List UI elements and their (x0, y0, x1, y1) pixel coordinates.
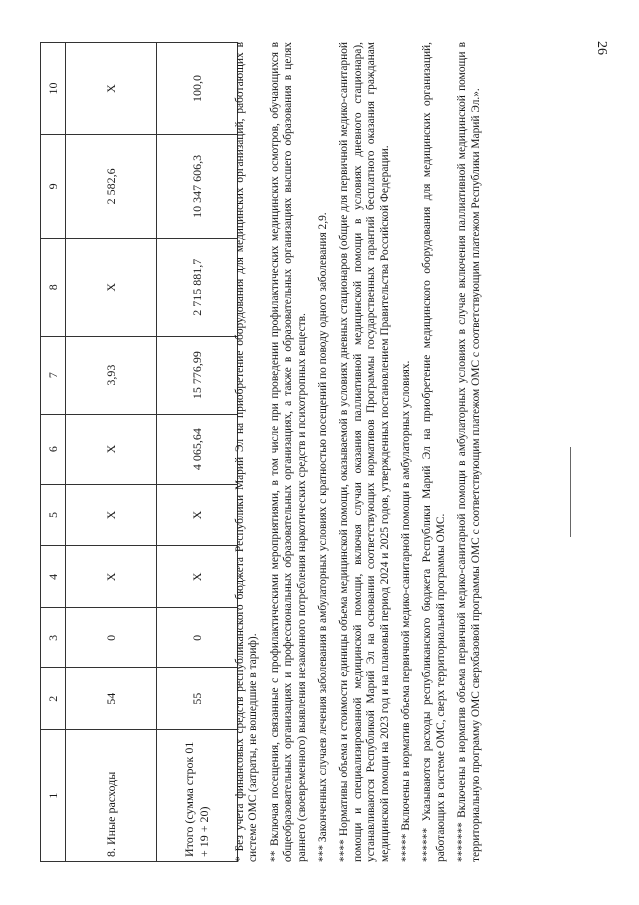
footnote: ** Включая посещения, связанные с профилактическими мероприятиями, в том числе при проведении профилактических медицинских осмотров, обучающихся в общеобразовательных организациях и профессиональных образовательных организациях, а также в образовательных организациях высшего образования в целях раннего (своевременного) выявления незаконного потребления наркотических средств и психотропных веществ. (268, 42, 308, 862)
table-cell: 2 715 881,7 (157, 238, 238, 336)
footnote: **** Нормативы объема и стоимости единицы объема медицинской помощи, оказываемой в условиях дневных стационаров (общие для первичной медико-санитарной помощи и специализированной медицинской помощи, включая случаи оказания паллиативной медицинской помощи в условиях дневного стационара), устанавливаются Республикой Марий Эл на основании соответствующих нормативов Программы государственных гарантий бесплатного оказания гражданам медицинской помощи на 2023 год и на плановый период 2024 и 2025 годов, утвержденных постановлением Правительства Российской Федерации. (338, 42, 391, 862)
table-cell: 3,93 (66, 336, 157, 414)
table-cell: Х (157, 484, 238, 546)
table-cell: 0 (66, 608, 157, 668)
column-header: 4 (41, 546, 66, 608)
footnotes (234, 42, 491, 862)
table-cell: Х (157, 546, 238, 608)
table-cell: 4 065,64 (157, 414, 238, 484)
column-header: 9 (41, 134, 66, 238)
page-number: 26 (594, 41, 609, 55)
table-cell: 15 776,99 (157, 336, 238, 414)
table-cell: 2 582,6 (66, 134, 157, 238)
header-row (41, 43, 66, 862)
table-cell: 55 (157, 668, 238, 730)
column-header: 6 (41, 414, 66, 484)
table-cell: Х (66, 484, 157, 546)
rotated-page (40, 42, 600, 862)
data-table (40, 42, 238, 862)
table-cell: Х (66, 238, 157, 336)
separator-line (570, 447, 571, 537)
table-cell: 54 (66, 668, 157, 730)
table-cell: 8. Иные расходы (66, 730, 157, 862)
column-header: 2 (41, 668, 66, 730)
table-row (66, 43, 157, 862)
table-cell: Х (66, 546, 157, 608)
column-header: 8 (41, 238, 66, 336)
column-header: 3 (41, 608, 66, 668)
column-header: 5 (41, 484, 66, 546)
table-cell: 0 (157, 608, 238, 668)
footnote: ****** Указываются расходы республиканского бюджета Республики Марий Эл на приобретение медицинского оборудования для медицинских организаций, работающих в системе ОМС, сверх территориальной программы ОМС. (421, 42, 447, 862)
table-row (157, 43, 238, 862)
table-cell: Итого (сумма строк 01 + 19 + 20) (157, 730, 238, 862)
footnote: * Без учета финансовых средств республиканского бюджета Республики Марий Эл на приобретение оборудования для медицинских организаций, работающих в системе ОМС (затраты, не вошедшие в тариф). (234, 42, 260, 862)
table-cell: Х (66, 43, 157, 135)
column-header: 10 (41, 43, 66, 135)
footnote: ***** Включены в норматив объема первичной медико-санитарной помощи в амбулаторных условиях. (400, 360, 413, 862)
table-cell: 100,0 (157, 43, 238, 135)
footnote: *** Законченных случаев лечения заболевания в амбулаторных условиях с кратностью посещений по поводу одного заболевания 2,9. (317, 212, 330, 862)
column-header: 7 (41, 336, 66, 414)
table-cell: 10 347 606,3 (157, 134, 238, 238)
table-cell: Х (66, 414, 157, 484)
footnote: ******* Включены в норматив объема первичной медико-санитарной помощи в амбулаторных условиях в случае включения паллиативной медицинской помощи в территориальную программу ОМС сверхбазовой программы ОМС с соответствующим платежом ОМС с соответствующим платежом Республики Марий Эл.». (456, 42, 482, 862)
column-header: 1 (41, 730, 66, 862)
